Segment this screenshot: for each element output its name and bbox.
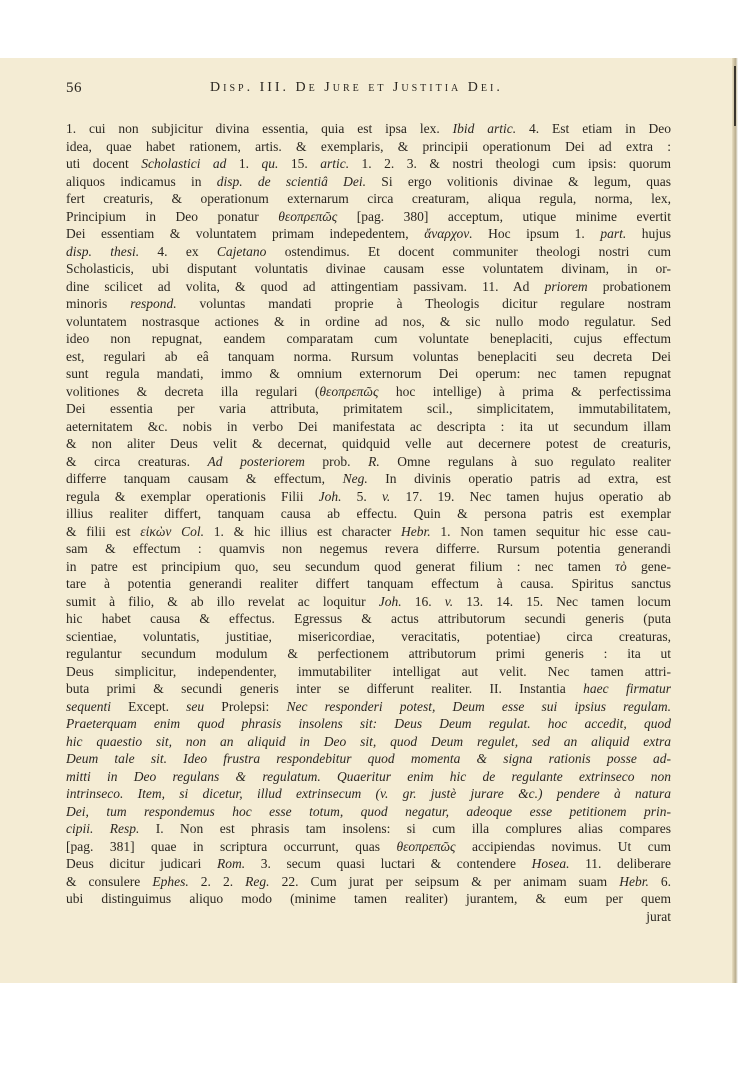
italic-span: Praeterquam enim quod phrasis insolens sit: Deus Deum regulat. hoc accedit, quod	[66, 716, 671, 731]
text-span: Dei essentia per varia attributa, primitatem scil., simplicitatem, immutabilitatem,	[66, 401, 671, 416]
text-span: illius realiter differt, tanquam causa ab effectu. Quin & persona patris est exemplar	[66, 506, 671, 521]
text-span: voluntas mandati proprie à Theologis dicitur regulare nostram	[176, 296, 671, 311]
text-line	[66, 733, 671, 751]
italic-span: Ad posteriorem	[207, 453, 305, 469]
text-span: minoris	[66, 296, 131, 311]
text-span: 5.	[341, 488, 382, 504]
text-span: 6.	[648, 873, 671, 889]
italic-span: priorem	[544, 278, 588, 294]
text-span: est, regulari ab eâ tanquam norma. Rursum voluntas beneplaciti seu decreta Dei	[66, 348, 671, 364]
text-span: prob.	[304, 453, 369, 469]
text-line	[66, 505, 671, 523]
italic-span: haec firmatur	[583, 681, 671, 696]
text-span: 17. 19. Nec tamen hujus operatio ab	[390, 488, 671, 504]
text-line	[66, 873, 671, 891]
text-line	[66, 400, 671, 418]
italic-span: sequenti	[66, 698, 111, 714]
text-span: In divinis operatio patris ad extra, est	[367, 471, 671, 486]
italic-span: εἰκὼν	[140, 523, 172, 539]
text-line	[66, 908, 671, 926]
text-line	[66, 488, 671, 506]
text-span: & non aliter Deus velit & decernat, quidquid velle aut decernere potest de creaturis,	[66, 436, 671, 451]
italic-span: Joh.	[378, 593, 402, 609]
text-span: 16.	[401, 593, 445, 609]
text-span: ubi distinguimus aliquo modo (minime tamen realiter) jurantem, & eum per quem	[66, 891, 671, 906]
text-span: tare à potentia generandi realiter differt tanquam effectum à causa. Spiritus sanctus	[66, 576, 671, 591]
running-head: Disp. III. De Jure et Justitia Dei.	[210, 80, 503, 95]
text-span: dine scilicet ad volita, & quod ad attingentiam passivam. 11. Ad	[66, 278, 545, 294]
text-span: fert creaturis, & operationum externarum circa creaturam, aliqua regula, norma, lex,	[66, 191, 671, 206]
text-span: 3. secum quasi luctari & contendere	[245, 856, 532, 871]
text-line	[66, 243, 671, 261]
text-span: sam & effectum : quamvis non negemus revera differre. Rursum potentia generandi	[66, 541, 671, 556]
text-line	[66, 803, 671, 821]
text-line	[66, 383, 671, 401]
italic-span: Hebr.	[619, 873, 649, 889]
text-line	[66, 575, 671, 593]
italic-span: θεοπρεπῶς	[319, 383, 379, 399]
text-line	[66, 645, 671, 663]
italic-span: intrinseco. Item, si dicetur, illud extrinsecum (v. gr. justè jurare &c.) pendere à natura	[66, 786, 671, 801]
text-line	[66, 680, 671, 698]
text-span: sumit à filio, & ab illo revelat ac loquitur	[66, 593, 379, 609]
text-span: idea, quae habet rationem, artis. & exemplaris, & principii operationum Dei ad extra :	[66, 138, 671, 154]
italic-span: hic quaestio sit, non an aliquid in Deo sit, quod Deum regulet, sed an aliquid extra	[66, 733, 671, 749]
text-line	[66, 593, 671, 611]
text-span	[171, 524, 181, 539]
text-span: [pag. 381] quae in scriptura occurrunt, quas	[66, 838, 397, 854]
text-span: & filii est	[66, 523, 141, 539]
italic-span: Dei, tum respondemus hoc esse totum, quod negatur, adeoque esse petitionem prin-	[66, 803, 671, 819]
text-line	[66, 628, 671, 646]
text-span: aeternitatem &c. nobis in verbo Dei manifestata ac descripta : ita ut secundum illam	[66, 418, 671, 434]
text-span: Deus dicitur judicari	[66, 856, 217, 871]
text-span: aliquos indicamus in	[66, 173, 217, 189]
italic-span: part.	[600, 226, 627, 241]
italic-span: Ephes.	[152, 873, 189, 889]
text-span: 4. ex	[139, 243, 217, 259]
italic-span: v.	[381, 488, 391, 504]
text-line	[66, 785, 671, 803]
italic-span: cipii. Resp.	[66, 821, 140, 836]
text-line	[66, 663, 671, 681]
text-span: sunt regula mandati, immo & omnium externorum Dei operum: nec tamen repugnat	[66, 366, 671, 381]
text-span: accipiendas novimus. Ut cum	[455, 838, 671, 854]
text-line	[66, 225, 671, 243]
text-span: uti docent	[66, 156, 142, 171]
text-span: regula & exemplar operationis Filii	[66, 488, 319, 504]
text-span: probationem	[587, 278, 671, 294]
text-span: differre tanquam causam & effectum,	[66, 471, 343, 486]
italic-span: v.	[444, 593, 454, 609]
text-span: Dei essentiam & voluntatem primam indepedentem,	[66, 226, 425, 241]
italic-span: Nec responderi potest, Deum esse sui ipsius regulam.	[286, 698, 671, 714]
text-span: [pag. 380] acceptum, utique minime evertit	[337, 208, 671, 224]
italic-span: Reg.	[245, 873, 270, 889]
text-line	[66, 558, 671, 576]
italic-span: Deum tale sit. Ideo frustra respondebitur quod momenta & signa rationis posse ad-	[66, 751, 671, 766]
italic-span: Neg.	[342, 471, 368, 486]
text-line	[66, 120, 671, 138]
body-text	[66, 120, 671, 925]
text-line	[66, 260, 671, 278]
text-line	[66, 278, 671, 296]
text-span: hic habet causa & effectus. Egressus & actus attributorum secundi generis (puta	[66, 611, 671, 626]
text-line	[66, 820, 671, 838]
text-line	[66, 155, 671, 173]
italic-span: mitti in Deo regulans & regulatum. Quaeritur enim hic de regulante extrinseco non	[66, 768, 671, 784]
italic-span: disp. thesi.	[66, 243, 140, 259]
text-span: 1. Non tamen sequitur hic esse cau-	[430, 523, 671, 539]
text-span: 22. Cum jurat per seipsum & per animam suam	[269, 873, 620, 889]
text-span: Hoc ipsum 1.	[472, 226, 601, 241]
italic-span: disp. de scientiâ Dei.	[216, 173, 367, 189]
text-span: 15.	[278, 156, 321, 171]
text-span: jurat	[646, 908, 671, 924]
text-line	[66, 138, 671, 156]
text-span: 13. 14. 15. Nec tamen locum	[453, 593, 671, 609]
italic-span: seu	[186, 698, 205, 714]
italic-span: Hebr.	[400, 523, 431, 539]
italic-span: θεοπρεπῶς	[396, 838, 456, 854]
text-span: hujus	[626, 226, 671, 241]
text-line	[66, 715, 671, 733]
italic-span: Col.	[181, 523, 205, 539]
text-line	[66, 750, 671, 768]
text-line	[66, 208, 671, 226]
text-span: 11. deliberare	[569, 856, 671, 871]
text-line	[66, 610, 671, 628]
italic-span: artic.	[320, 156, 350, 171]
text-span: ideo non repugnat, eandem comparatam cum voluntate beneplaciti, cujus effectum	[66, 331, 671, 346]
text-span: 1.	[226, 156, 262, 171]
text-span: Scholasticis, ubi disputant voluntatis divinae causam esse voluntatem divinam, in or-	[66, 261, 671, 276]
italic-span: respond.	[130, 296, 177, 311]
text-span: ostendimus. Et docent communiter theologi nostri cum	[266, 243, 671, 259]
text-span: Deus simplicitur, independenter, immutabiliter intelligat aut velit. Nec tamen attri-	[66, 663, 671, 679]
italic-span: τὸ	[615, 558, 627, 574]
text-line	[66, 435, 671, 453]
page-edge	[732, 58, 738, 983]
page-edge-mark	[734, 66, 736, 126]
text-line	[66, 313, 671, 331]
italic-span: θεοπρεπῶς	[278, 208, 338, 224]
text-line	[66, 523, 671, 541]
text-span: Omne regulans à suo regulato realiter	[379, 453, 671, 469]
text-span: & consulere	[66, 873, 153, 889]
italic-span: Rom.	[217, 856, 246, 871]
page-number: 56	[66, 80, 82, 96]
text-line	[66, 453, 671, 471]
text-span: 1. 2. 3. & nostri theologi cum ipsis: quorum	[349, 156, 671, 171]
text-span: gene-	[626, 558, 671, 574]
text-line	[66, 698, 671, 716]
italic-span: ἄναρχον.	[424, 226, 473, 241]
text-span: in patre est principium quo, seu secundum quod generat filium : nec tamen	[66, 558, 616, 574]
text-span: & circa creaturas.	[66, 453, 208, 469]
text-line	[66, 540, 671, 558]
text-line	[66, 348, 671, 366]
italic-span: qu.	[261, 156, 279, 171]
italic-span: Cajetano	[216, 243, 267, 259]
italic-span: Hosea.	[531, 856, 570, 871]
text-span: Prolepsi:	[204, 698, 287, 714]
text-line	[66, 470, 671, 488]
text-span: 1. cui non subjicitur divina essentia, quia est ipsa lex.	[66, 121, 453, 136]
text-line	[66, 418, 671, 436]
text-line	[66, 330, 671, 348]
italic-span: Joh.	[318, 488, 342, 504]
text-span: Principium in Deo ponatur	[66, 208, 279, 224]
italic-span: Ibid artic.	[452, 121, 517, 136]
text-span: Si ergo volitionis divinae & legum, quas	[366, 173, 671, 189]
text-line	[66, 295, 671, 313]
text-line	[66, 190, 671, 208]
italic-span: Scholastici ad	[141, 156, 227, 171]
text-span: 2. 2.	[188, 873, 246, 889]
text-line	[66, 890, 671, 908]
text-span: hoc intellige) à prima & perfectissima	[378, 383, 671, 399]
text-span: 1. & hic illius est character	[204, 523, 401, 539]
text-line	[66, 838, 671, 856]
text-span: regulantur secundum modulum & perfectionem attributorum primi generis : ita ut	[66, 646, 671, 661]
italic-span: R.	[368, 453, 380, 469]
text-span: I. Non est phrasis tam insolens: si cum illa complures alias compares	[139, 821, 671, 836]
text-line	[66, 768, 671, 786]
text-span: 4. Est etiam in Deo	[516, 121, 671, 136]
text-span: voluntatem nostrasque actiones & in ordine ad nos, & sic nullo modo regulatur. Sed	[66, 313, 671, 329]
text-span: volitiones & decreta illa regulari (	[66, 383, 320, 399]
text-line	[66, 855, 671, 873]
text-span: scientiae, voluntatis, justitiae, misericordiae, veracitatis, potentiae) circa creaturas,	[66, 628, 671, 644]
text-line	[66, 173, 671, 191]
text-span: Except.	[111, 698, 187, 714]
text-span: buta primi & secundi generis inter se differunt realiter. II. Instantia	[66, 681, 584, 696]
text-line	[66, 365, 671, 383]
